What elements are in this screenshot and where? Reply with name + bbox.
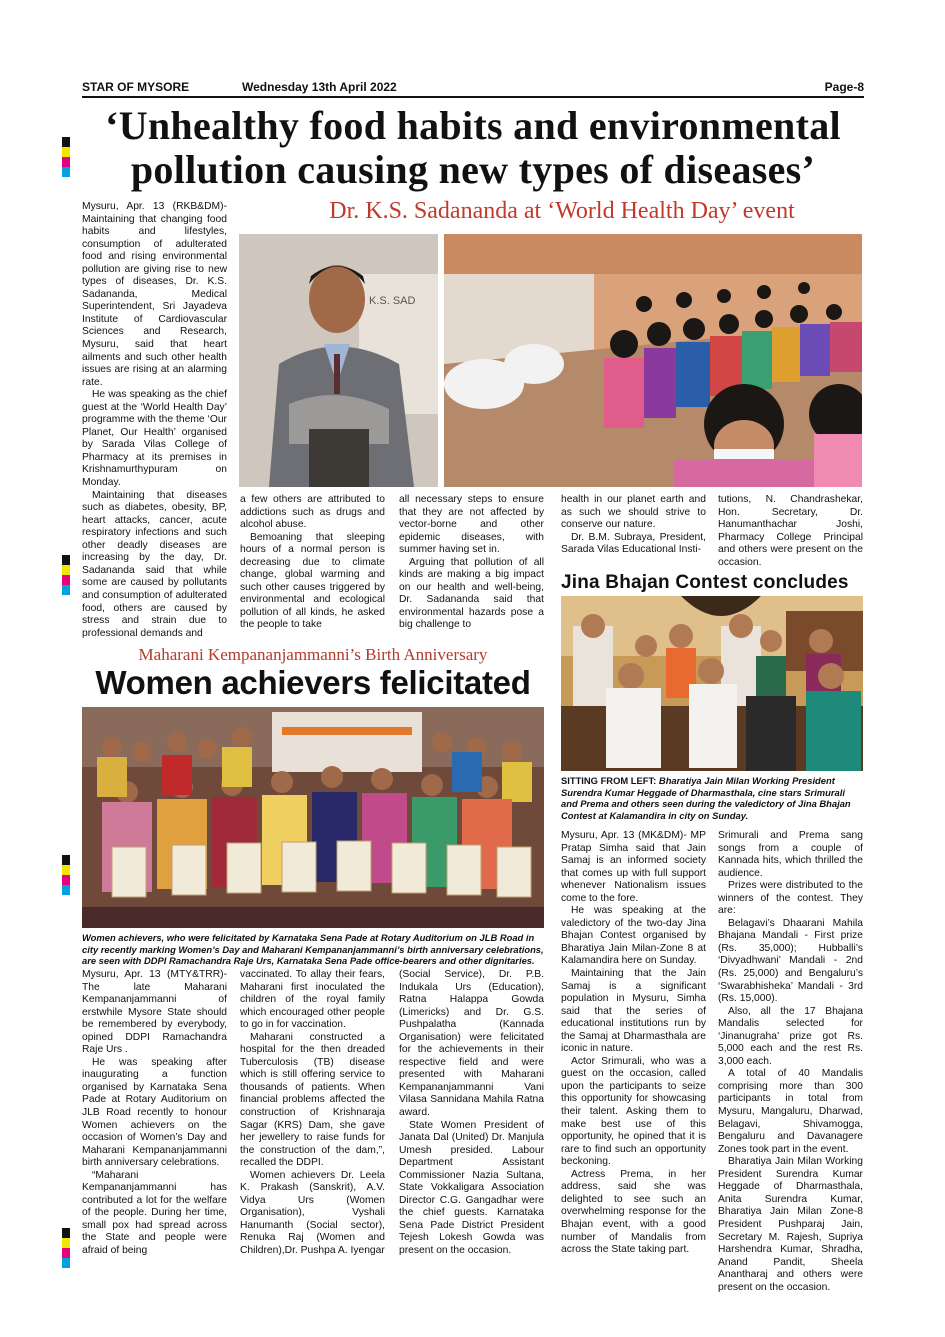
story3-column-2 xyxy=(718,830,863,1294)
story1-column-2 xyxy=(240,494,385,632)
story3-headline: Jina Bhajan Contest concludes xyxy=(561,572,849,593)
photo-speaker-at-podium xyxy=(239,234,438,487)
paragraph: Prizes were distributed to the winners of the contest. They are: xyxy=(718,880,863,917)
story1-headline xyxy=(82,104,864,192)
caption-lead: SITTING FROM LEFT: xyxy=(561,775,657,786)
masthead xyxy=(82,80,864,98)
paragraph: Dr. B.M. Subraya, President, Sarada Vilas Educational Insti- xyxy=(561,531,706,556)
paragraph: all necessary steps to ensure that they are not affected by vector-borne and other epidemic diseases, with summer having set in. xyxy=(399,494,544,556)
paragraph: Bemoaning that sleeping hours of a normal person is decreasing due to climate change, global warming and such other causes triggered by environmental and ecological pollution of all kinds, he asked the people to take xyxy=(240,531,385,631)
paragraph: vaccinated. To allay their fears, Maharani first inoculated the children of the royal family which encouraged other people to go in for vaccination. xyxy=(240,969,385,1031)
registration-marks-left-top xyxy=(62,137,70,177)
paragraph: Bharatiya Jain Milan Working President Surendra Kumar Heggade of Dharmasthala, Anita Surendra Kumar, Bharatiya Jain Milan Zone-8 President Pushparaj Jain, Secretary M. Rajesh, Supriya Harshendra Kumar, Shradha, Anand Pandit, Sheela Anantharaj and others were present on the occasion. xyxy=(718,1156,863,1293)
registration-marks-left-low xyxy=(62,855,70,895)
issue-date: Wednesday 13th April 2022 xyxy=(242,80,397,94)
story1-column-1 xyxy=(82,201,227,640)
paragraph: Arguing that pollution of all kinds are making a big impact on our health and well-being, Dr. Sadananda said that environmental hazards pose a big challenge to xyxy=(399,556,544,631)
paragraph: Maintaining that diseases such as diabetes, obesity, BP, heart attacks, cancer, acute respiratory infections and such other deadly diseases are increasing by the day, Dr. Sadananda said that while some are caused by pollutants and consumption of adulterated food, others are caused by stress and strain due to professional demands and xyxy=(82,489,227,639)
registration-marks-left-mid xyxy=(62,555,70,595)
paragraph: health in our planet earth and as such we should strive to conserve our nature. xyxy=(561,494,706,531)
paragraph: a few others are attributed to addictions such as drugs and alcohol abuse. xyxy=(240,494,385,531)
paragraph: A total of 40 Mandalis comprising more than 300 participants in total from Mysuru, Mangaluru, Dharwad, Belagavi, Shivamogga, Bengaluru and Davanagere Zones took part in the event. xyxy=(718,1068,863,1155)
paragraph: Actress Prema, in her address, said she was delighted to see such an overwhelming response for the Bhajan event, with a good number of Mandalis from across the State taking part. xyxy=(561,1168,706,1256)
story3-column-1 xyxy=(561,830,706,1257)
registration-marks-left-bottom xyxy=(62,1228,70,1268)
story2-column-3 xyxy=(399,969,544,1258)
paragraph: (Social Service), Dr. P.B. Indukala Urs (Education), Ratna Halappa Gowda (Limericks) and Dr. G.S. Pushpalatha (Kannada Organisation) were felicitated for the achievements in their respective field and were presented with Maharani Kempananjammanni Vani Vilasa Sannidana Mahila Ratna award. xyxy=(399,969,544,1119)
paragraph: Women achievers Dr. Leela K. Prakash (Sanskrit), A.V. Vidya Urs (Women Organisation), Vyshali Hanumanth (Social sector), Renuka Raj (Women and Children),Dr. Pushpa A. Iyengar xyxy=(240,1169,385,1257)
paragraph: He was speaking at the valedictory of the two-day Jina Bhajan Contest organised by Bharatiya Jain Milan-Zone 8 at Kalamandira here on Sunday. xyxy=(561,905,706,967)
paragraph: Maharani constructed a hospital for the then dreaded Tuberculosis (TB) disease which is still offering service to thousands of patients. When financial problems affected the construction of Krishnaraja Sagar (KRS) Dam, she gave her jewellery to raise funds for the construction of the dam,”, recalled the DDPI. xyxy=(240,1031,385,1169)
caption-text: Bharatiya Jain Milan Working President Surendra Kumar Heggade of Dharmasthala, cine stars Srimurali and Prema and others seen during the valedictory of Jina Bhajan Contest at Kalamandira in city on Sunday. xyxy=(561,775,851,821)
photo-women-achievers-group xyxy=(82,707,544,928)
paper-name: STAR OF MYSORE xyxy=(82,80,190,94)
paragraph: He was speaking after inaugurating a function organised by Karnataka Sena Pade at Rotary Auditorium on JLB Road recently to honour Women achievers on the occasion of Women’s Day and Maharani Kempananjammanni birth anniversary celebrations. xyxy=(82,1056,227,1169)
story3-photo-caption xyxy=(561,775,863,821)
paragraph: Maintaining that the Jain Samaj is a significant population in Mysuru, Simha said that the series of educational institutions run by the Samaj at Dharmasthala are iconic in nature. xyxy=(561,968,706,1055)
paragraph: Mysuru, Apr. 13 (RKB&DM)- Maintaining that changing food habits and lifestyles, consumption of adulterated food and rising environmental pollution are giving rise to new types of diseases, Dr. K.S. Sadananda, Medical Superintendent, Sri Jayadeva Institute of Cardiovascular Sciences and Research, Mysuru, said that heart ailments and such other health issues are rising at an alarming rate. xyxy=(82,201,227,388)
paragraph: Srimurali and Prema sang songs from a couple of Kannada hits, which thrilled the audience. xyxy=(718,830,863,879)
story2-column-2 xyxy=(240,969,385,1258)
photo-jina-bhajan-dignitaries xyxy=(561,596,863,771)
paragraph: Mysuru, Apr. 13 (MTY&TRR)- The late Maharani Kempananjammanni of erstwhile Mysore State should be remembered by everybody, opined DDPI Ramachandra Raje Urs . xyxy=(82,969,227,1056)
story1-headline-line1: ‘Unhealthy food habits and environmental xyxy=(105,103,841,148)
paragraph: “Maharani Kempananjammanni has contributed a lot for the welfare of the people. During her time, small pox had spread across the State and people were afraid of being xyxy=(82,1169,227,1257)
page-number: Page-8 xyxy=(824,80,864,94)
paragraph: He was speaking as the chief guest at the ‘World Health Day’ programme with the theme ‘Our Planet, Our Health’ organised by Sarada Vilas College of Pharmacy at its premises in Krishnamurthypuram on Monday. xyxy=(82,389,227,489)
paragraph: Mysuru, Apr. 13 (MK&DM)- MP Pratap Simha said that Jain Samaj is an informed society that comes up with full support whenever Nationalism issues come to the fore. xyxy=(561,830,706,904)
story1-subhead: Dr. K.S. Sadananda at ‘World Health Day’ event xyxy=(329,198,795,224)
story1-headline-line2: pollution causing new types of diseases’ xyxy=(130,147,816,192)
story2-kicker: Maharani Kempananjammanni’s Birth Anniversary xyxy=(138,645,488,664)
story2-photo-caption: Women achievers, who were felicitated by Karnataka Sena Pade at Rotary Auditorium on JLB Road in city recently marking Women’s Day and Maharani Kempananjammanni’s birth anniversary celebrations, are seen with DDPI Ramachandra Raje Urs, Karnataka Sena Pade office-bearers and other dignitaries. xyxy=(82,932,544,967)
paragraph: Belagavi’s Dhaarani Mahila Bhajana Mandali - First prize (Rs. 35,000); Hubballi’s ‘Divyadhwani’ Mandali - 2nd (Rs. 25,000) and Bengaluru’s ‘Swarabhisheka’ Mandali - 3rd (Rs. 15,000). xyxy=(718,917,863,1005)
paragraph: State Women President of Janata Dal (United) Dr. Manjula Umesh presided. Labour Department Assistant Commissioner Nazia Sultana, State Vokkaligara Association Director C.G. Gangadhar were the chief guests. Karnataka Sena Pade District President Tejesh Lokesh Gowda was present on the occasion. xyxy=(399,1119,544,1257)
story1-column-5 xyxy=(718,494,863,569)
story1-column-3 xyxy=(399,494,544,632)
svg-text:K.S. SAD: K.S. SAD xyxy=(369,295,416,307)
story1-column-4 xyxy=(561,494,706,557)
photo-audience-seated xyxy=(444,234,862,487)
story2-headline: Women achievers felicitated xyxy=(95,664,531,701)
paragraph: Actor Srimurali, who was a guest on the occasion, called upon the participants to seize this opportunity for showcasing their talent. Asking them to make best use of this opportunity, he opined that it is rare to find such an opportunity beckoning. xyxy=(561,1055,706,1168)
paragraph: tutions, N. Chandrashekar, Hon. Secretary, Dr. Hanumanthachar Joshi, Pharmacy College Principal and others were present on the occasion. xyxy=(718,494,863,568)
paragraph: Also, all the 17 Bhajana Mandalis selected for ‘Jinanugraha’ prize got Rs. 5,000 each and the rest Rs. 3,000 each. xyxy=(718,1005,863,1067)
story2-column-1 xyxy=(82,969,227,1258)
